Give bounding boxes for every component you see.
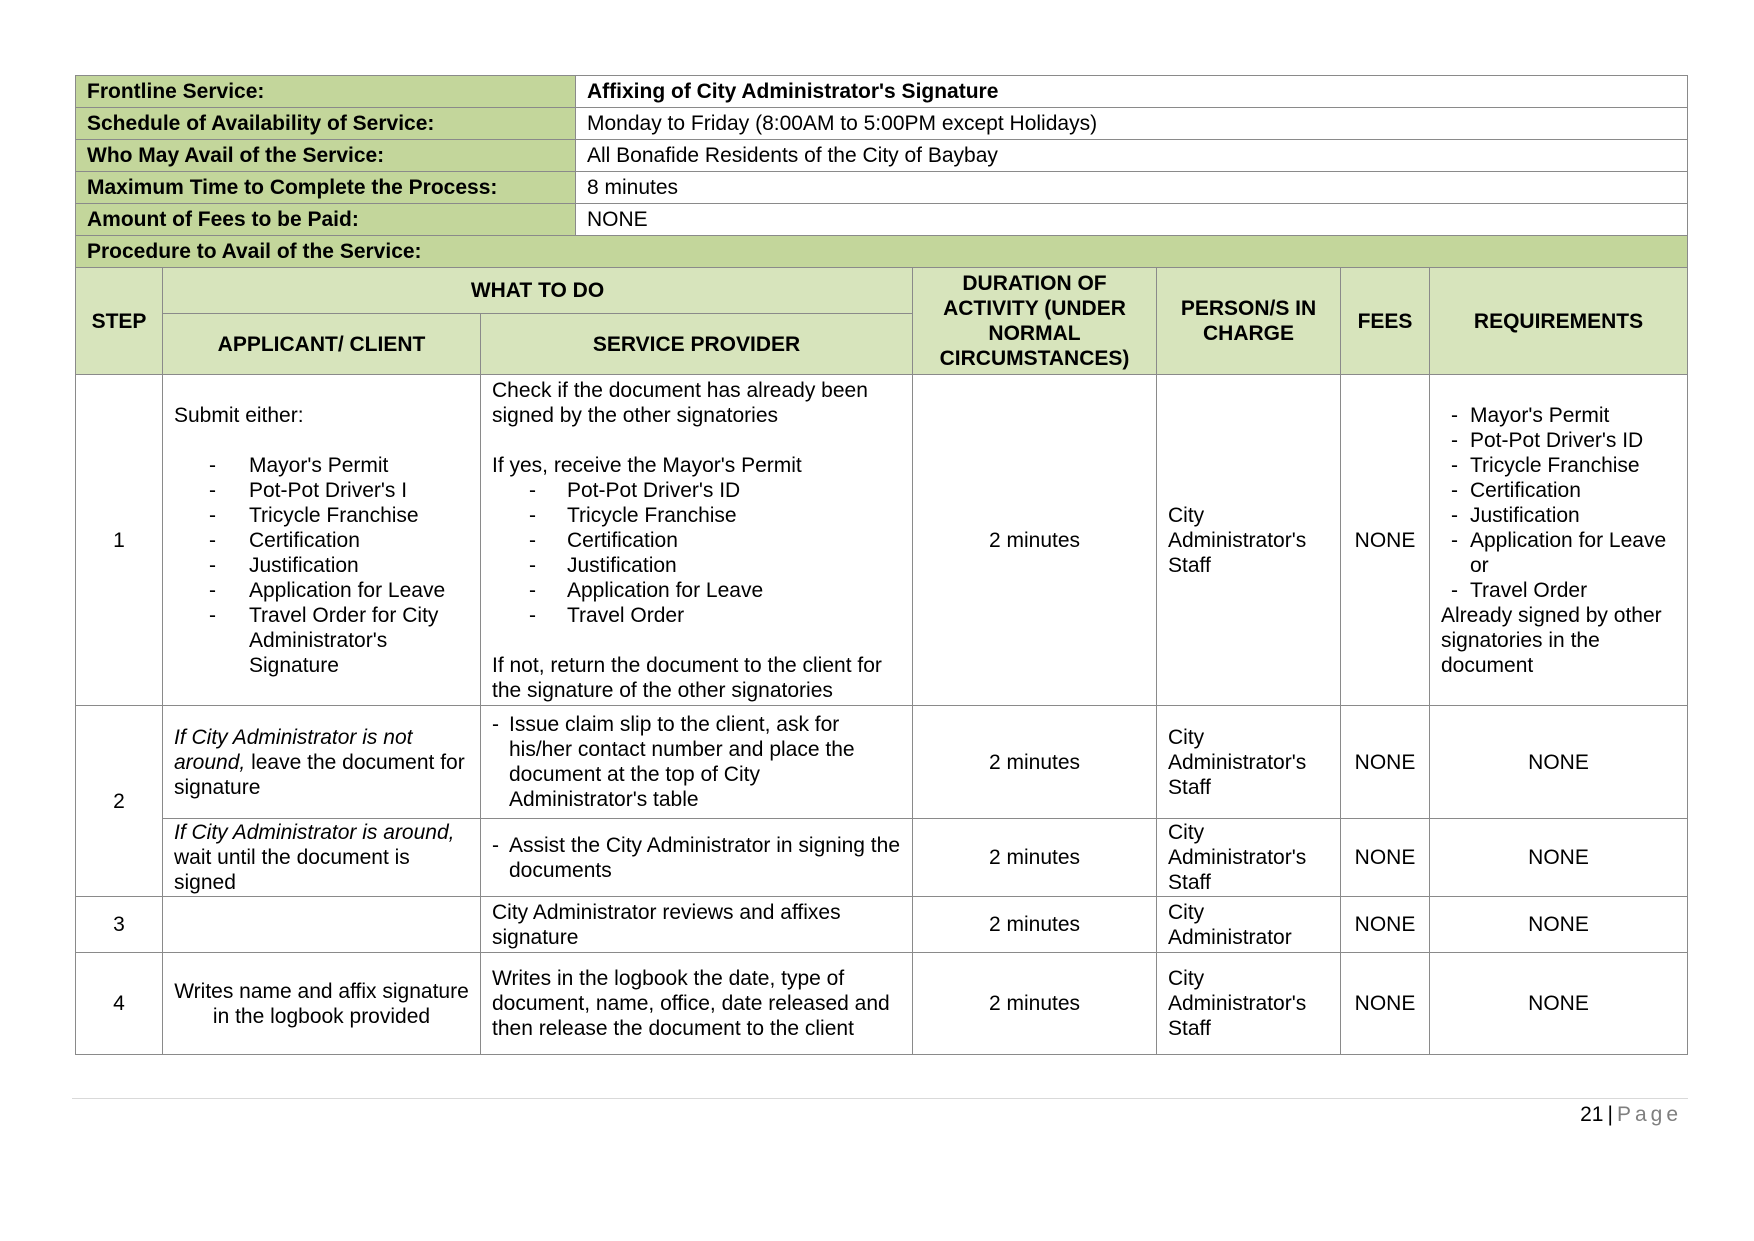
step-4-number: 4 — [76, 953, 163, 1055]
duration-header: DURATION OF ACTIVITY (UNDER NORMAL CIRCUMSTANCES) — [913, 268, 1157, 375]
step-1-applicant-intro: Submit either: — [174, 403, 304, 427]
step-2a-provider — [481, 706, 913, 819]
schedule-value: Monday to Friday (8:00AM to 5:00PM except Holidays) — [576, 108, 1688, 140]
step-1-number: 1 — [76, 375, 163, 706]
fees-header: FEES — [1341, 268, 1430, 375]
list-item: - Tricycle Franchise — [492, 503, 901, 528]
step-2a-applicant-action: leave the document for signature — [174, 750, 465, 799]
list-item: - Mayor's Permit — [174, 453, 469, 478]
fees-row — [76, 204, 1688, 236]
list-item: - Tricycle Franchise — [1441, 453, 1676, 478]
step-1-provider — [481, 375, 913, 706]
list-item: - Justification — [174, 553, 469, 578]
step-1-duration: 2 minutes — [913, 375, 1157, 706]
procedure-label: Procedure to Avail of the Service: — [76, 236, 1688, 268]
step-4-fees: NONE — [1341, 953, 1430, 1055]
step-2b-provider-text: - Assist the City Administrator in signing the documents — [492, 833, 901, 883]
list-item: - Travel Order for City Administrator's Signature — [174, 603, 469, 678]
person-header: PERSON/S IN CHARGE — [1157, 268, 1341, 375]
step-2a-provider-text: - Issue claim slip to the client, ask for his/her contact number and place the document at the top of City Administrator's table — [492, 712, 901, 812]
page-number: 21 — [1580, 1103, 1604, 1126]
step-2b-duration: 2 minutes — [913, 819, 1157, 897]
service-info-table — [75, 75, 1688, 268]
list-item: - Pot-Pot Driver's I — [174, 478, 469, 503]
step-1-provider-yes: If yes, receive the Mayor's Permit — [492, 453, 802, 477]
applicant-header: APPLICANT/ CLIENT — [163, 314, 481, 375]
step-1-provider-no: If not, return the document to the client for the signature of the other signatories — [492, 653, 882, 702]
step-4-duration: 2 minutes — [913, 953, 1157, 1055]
step-2-number: 2 — [76, 706, 163, 897]
step-4-applicant: Writes name and affix signature in the logbook provided — [163, 953, 481, 1055]
step-3-fees: NONE — [1341, 897, 1430, 953]
step-2b-applicant — [163, 819, 481, 897]
max-time-value: 8 minutes — [576, 172, 1688, 204]
list-item: - Certification — [174, 528, 469, 553]
step-4-requirements: NONE — [1430, 953, 1688, 1055]
step-2b-row — [76, 819, 1688, 897]
list-item: - Mayor's Permit — [1441, 403, 1676, 428]
list-item: - Pot-Pot Driver's ID — [1441, 428, 1676, 453]
step-3-requirements: NONE — [1430, 897, 1688, 953]
step-1-applicant — [163, 375, 481, 706]
page-footer — [1580, 1103, 1682, 1127]
citizen-charter-sheet — [75, 75, 1687, 1055]
who-value: All Bonafide Residents of the City of Baybay — [576, 140, 1688, 172]
procedure-table — [75, 267, 1688, 1055]
step-1-fees: NONE — [1341, 375, 1430, 706]
step-3-provider: City Administrator reviews and affixes signature — [481, 897, 913, 953]
step-2a-applicant — [163, 706, 481, 819]
step-4-row — [76, 953, 1688, 1055]
step-3-number: 3 — [76, 897, 163, 953]
max-time-label: Maximum Time to Complete the Process: — [76, 172, 576, 204]
fees-label: Amount of Fees to be Paid: — [76, 204, 576, 236]
step-2b-applicant-condition: If City Administrator is around, — [174, 821, 455, 844]
step-2a-fees: NONE — [1341, 706, 1430, 819]
step-3-row — [76, 897, 1688, 953]
list-item: - Application for Leave — [492, 578, 901, 603]
page-word: Page — [1616, 1103, 1682, 1126]
step-2b-applicant-action: wait until the document is signed — [174, 846, 410, 894]
frontline-value: Affixing of City Administrator's Signature — [576, 76, 1688, 108]
list-item: - Certification — [1441, 478, 1676, 503]
step-1-provider-list — [492, 478, 901, 628]
step-1-requirements-list — [1441, 403, 1676, 603]
step-2b-requirements: NONE — [1430, 819, 1688, 897]
step-header: STEP — [76, 268, 163, 375]
requirements-header: REQUIREMENTS — [1430, 268, 1688, 375]
procedure-heading-row — [76, 236, 1688, 268]
step-1-requirements — [1430, 375, 1688, 706]
list-item: - Tricycle Franchise — [174, 503, 469, 528]
who-row — [76, 140, 1688, 172]
schedule-label: Schedule of Availability of Service: — [76, 108, 576, 140]
max-time-row — [76, 172, 1688, 204]
list-item: - Application for Leave — [174, 578, 469, 603]
what-to-do-header: WHAT TO DO — [163, 268, 913, 314]
frontline-row — [76, 76, 1688, 108]
step-2a-person: City Administrator's Staff — [1157, 706, 1341, 819]
step-3-applicant — [163, 897, 481, 953]
list-item: - Application for Leave or — [1441, 528, 1676, 578]
list-item: - Justification — [492, 553, 901, 578]
provider-header: SERVICE PROVIDER — [481, 314, 913, 375]
step-2a-applicant-condition: If City Administrator is not around, — [174, 725, 413, 774]
step-1-requirements-note: Already signed by other signatories in the document — [1441, 603, 1662, 677]
step-2b-person: City Administrator's Staff — [1157, 819, 1341, 897]
schedule-row — [76, 108, 1688, 140]
list-item: - Justification — [1441, 503, 1676, 528]
step-1-provider-intro: Check if the document has already been signed by the other signatories — [492, 378, 868, 427]
step-2b-provider — [481, 819, 913, 897]
step-4-person: City Administrator's Staff — [1157, 953, 1341, 1055]
step-3-person: City Administrator — [1157, 897, 1341, 953]
fees-value: NONE — [576, 204, 1688, 236]
frontline-label: Frontline Service: — [76, 76, 576, 108]
step-2a-requirements: NONE — [1430, 706, 1688, 819]
who-label: Who May Avail of the Service: — [76, 140, 576, 172]
footer-divider — [72, 1098, 1688, 1099]
page-separator: | — [1607, 1103, 1613, 1126]
step-2b-fees: NONE — [1341, 819, 1430, 897]
header-row-1 — [76, 268, 1688, 314]
list-item: - Pot-Pot Driver's ID — [492, 478, 901, 503]
step-3-duration: 2 minutes — [913, 897, 1157, 953]
step-1-applicant-list — [174, 453, 469, 678]
step-1-person: City Administrator's Staff — [1157, 375, 1341, 706]
step-4-provider: Writes in the logbook the date, type of document, name, office, date released and then release the document to the client — [481, 953, 913, 1055]
step-1-row — [76, 375, 1688, 706]
step-2a-duration: 2 minutes — [913, 706, 1157, 819]
list-item: - Travel Order — [492, 603, 901, 628]
list-item: - Travel Order — [1441, 578, 1676, 603]
step-2a-row — [76, 706, 1688, 819]
list-item: - Certification — [492, 528, 901, 553]
